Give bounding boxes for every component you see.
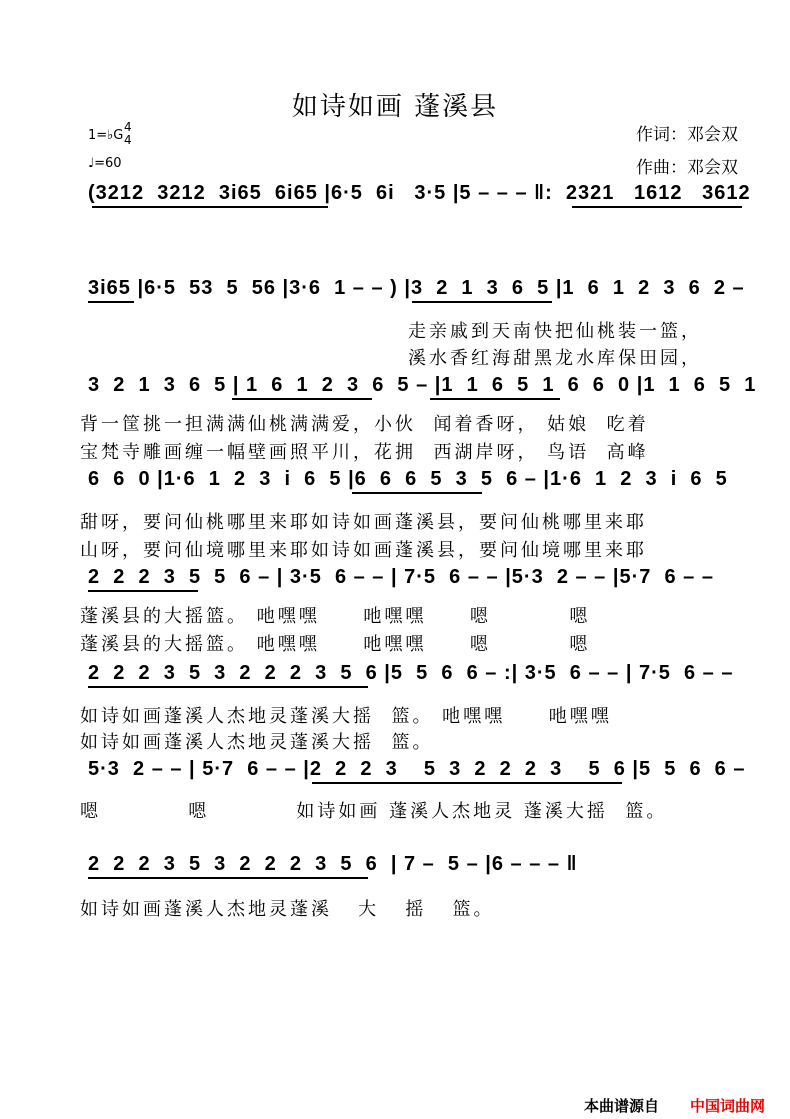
beat-underline	[312, 782, 622, 784]
lyric-line: 宝梵寺雕画缠一幅壁画照平川，花拥 西湖岸呀， 鸟语 高峰	[80, 442, 649, 463]
lyric-line: 走亲戚到天南快把仙桃装一篮，	[408, 321, 702, 342]
lyric-line: 溪水香红海甜黑龙水库保田园，	[408, 348, 702, 369]
score-line-notes: 2 2 2 3 5 3 2 2 2 3 5 6 | 7 – 5 – |6 – – – ‖	[88, 853, 578, 875]
score-line-notes: 3 2 1 3 6 5 | 1 6 1 2 3 6 5 – |1 1 6 5 1 6 6 0 |1 1 6 5 1	[88, 374, 757, 396]
lyric-line: 山呀，要问仙境哪里来耶如诗如画蓬溪县，要问仙境哪里来耶	[80, 540, 647, 561]
lyric-line: 甜呀，要问仙桃哪里来耶如诗如画蓬溪县，要问仙桃哪里来耶	[80, 512, 647, 533]
lyric-line: 嗯 嗯 如诗如画 蓬溪人杰地灵 蓬溪大摇 篮。	[80, 801, 668, 822]
score-line-notes: 2 2 2 3 5 3 2 2 2 3 5 6 |5 5 6 6 – :| 3·5 6 – – | 7·5 6 – –	[88, 662, 734, 684]
lyric-line: 如诗如画蓬溪人杰地灵蓬溪 大 摇 篮。	[80, 899, 495, 920]
beat-underline	[430, 398, 560, 400]
beat-underline	[88, 877, 368, 879]
lyric-line: 蓬溪县的大摇篮。 吔嘿嘿 吔嘿嘿 嗯 嗯	[80, 634, 591, 655]
time-signature: 4 4	[124, 120, 132, 147]
tempo-marking: ♩=60	[88, 156, 122, 171]
score-line-notes: (3212 3212 3i65 6i65 |6·5 6i 3·5 |5 – – – ‖: 2321 1612 3612	[88, 182, 751, 204]
beat-underline	[572, 206, 742, 208]
lyric-line: 背一筐挑一担满满仙桃满满爱，小伙 闻着香呀， 姑娘 吃着	[80, 414, 649, 435]
song-title: 如诗如画 蓬溪县	[291, 92, 499, 122]
source-label: 本曲谱源自	[584, 1097, 660, 1115]
source-site-link[interactable]: 中国词曲网	[690, 1097, 766, 1115]
beat-underline	[352, 492, 482, 494]
score-line-notes: 5·3 2 – – | 5·7 6 – – |2 2 2 3 5 3 2 2 2 3 5 6 |5 5 6 6 –	[88, 758, 746, 780]
lyricist-credit: 作词：邓会双	[636, 125, 738, 145]
beat-underline	[88, 686, 368, 688]
beat-underline	[92, 206, 328, 208]
beat-underline	[412, 301, 552, 303]
score-line-notes: 3i65 |6·5 53 5 56 |3·6 1 – – ) |3 2 1 3 6 5 |1 6 1 2 3 6 2 –	[88, 277, 745, 299]
lyric-line: 如诗如画蓬溪人杰地灵蓬溪大摇 篮。 吔嘿嘿 吔嘿嘿	[80, 706, 612, 727]
composer-credit: 作曲：邓会双	[636, 158, 738, 178]
score-line-notes: 2 2 2 3 5 5 6 – | 3·5 6 – – | 7·5 6 – – |5·3 2 – – |5·7 6 – –	[88, 566, 714, 588]
key-signature: 1=♭G	[88, 128, 124, 143]
lyric-line: 蓬溪县的大摇篮。 吔嘿嘿 吔嘿嘿 嗯 嗯	[80, 606, 591, 627]
score-line-notes: 6 6 0 |1·6 1 2 3 i 6 5 |6 6 6 5 3 5 6 – |1·6 1 2 3 i 6 5	[88, 468, 728, 490]
beat-underline	[88, 301, 134, 303]
beat-underline	[232, 398, 372, 400]
beat-underline	[88, 590, 198, 592]
lyric-line: 如诗如画蓬溪人杰地灵蓬溪大摇 篮。	[80, 732, 434, 753]
